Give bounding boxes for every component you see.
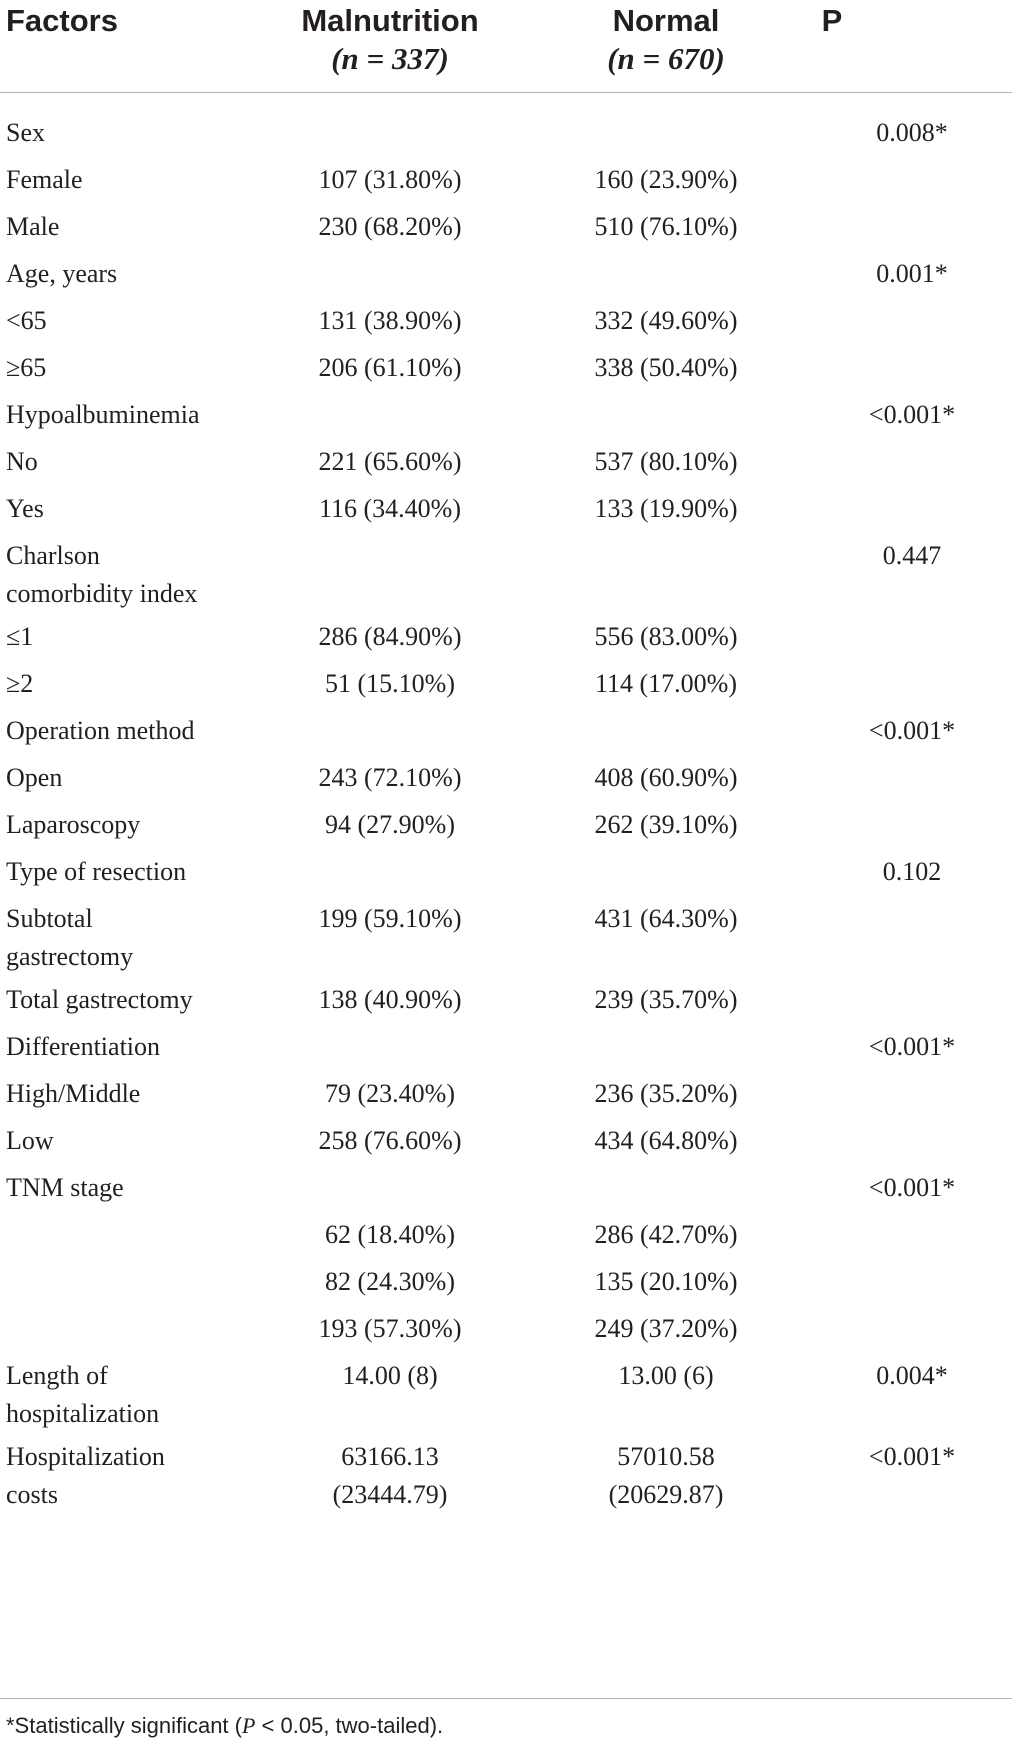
malnutrition-cell (260, 618, 520, 656)
malnutrition-cell (260, 759, 520, 797)
normal-cell-line-2: (20629.87) (608, 1480, 724, 1509)
normal-cell-line: 537 (80.10%) (594, 447, 738, 476)
malnutrition-cell (260, 1263, 520, 1301)
normal-cell-line: 510 (76.10%) (594, 212, 738, 241)
footnote-p-symbol: P (241, 1713, 256, 1738)
factor-cell (6, 1122, 266, 1160)
header-normal-n: (n = 670) (607, 41, 725, 76)
factor-cell (6, 537, 266, 613)
normal-cell (536, 1357, 796, 1395)
factor-cell (6, 1075, 266, 1113)
malnutrition-cell (260, 1310, 520, 1348)
normal-cell-line: 262 (39.10%) (594, 810, 738, 839)
malnutrition-cell-line: 206 (61.10%) (318, 353, 462, 382)
factor-cell-line: <65 (6, 306, 47, 335)
factor-cell-line: Hospitalization (6, 1442, 165, 1471)
footnote-prefix: *Statistically significant ( (6, 1713, 242, 1738)
normal-cell (536, 1310, 796, 1348)
factor-cell-line: Male (6, 212, 60, 241)
p-value-cell (822, 712, 1002, 750)
normal-cell-line: 338 (50.40%) (594, 353, 738, 382)
factor-cell-line: Age, years (6, 259, 118, 288)
factor-cell (6, 302, 266, 340)
malnutrition-cell (260, 806, 520, 844)
normal-cell-line: 332 (49.60%) (594, 306, 738, 335)
factor-cell-line: TNM stage (6, 1173, 124, 1202)
factor-cell-line: Charlson (6, 541, 100, 570)
header-factors: Factors (6, 3, 118, 38)
factor-cell-line: Sex (6, 118, 45, 147)
factor-cell (6, 665, 266, 703)
malnutrition-cell-line: 243 (72.10%) (318, 763, 462, 792)
malnutrition-cell-line: 199 (59.10%) (318, 904, 462, 933)
factor-cell (6, 161, 266, 199)
malnutrition-cell (260, 490, 520, 528)
normal-cell-line: 13.00 (6) (618, 1361, 714, 1390)
malnutrition-cell (260, 665, 520, 703)
normal-cell (536, 1075, 796, 1113)
header-rule (0, 92, 1012, 93)
normal-cell (536, 806, 796, 844)
malnutrition-cell-line: 107 (31.80%) (318, 165, 462, 194)
p-value-cell (822, 396, 1002, 434)
factor-cell-line: Laparoscopy (6, 810, 141, 839)
p-value-cell-line: 0.447 (882, 541, 942, 570)
factor-cell-line: Female (6, 165, 83, 194)
malnutrition-cell (260, 302, 520, 340)
p-value-cell-line: <0.001* (868, 1442, 956, 1471)
p-value-cell (822, 1357, 1002, 1395)
normal-cell (536, 900, 796, 938)
factor-cell (6, 114, 266, 152)
factor-cell (6, 806, 266, 844)
header-normal (516, 2, 816, 78)
factor-cell-line: Differentiation (6, 1032, 161, 1061)
factor-cell-line-2: gastrectomy (6, 942, 134, 971)
malnutrition-cell (260, 1216, 520, 1254)
normal-cell-line: 114 (17.00%) (594, 669, 737, 698)
normal-cell-line: 431 (64.30%) (594, 904, 738, 933)
normal-cell-line: 57010.58 (617, 1442, 715, 1471)
factor-cell (6, 1028, 266, 1066)
normal-cell (536, 759, 796, 797)
normal-cell (536, 443, 796, 481)
normal-cell (536, 1122, 796, 1160)
factor-cell (6, 349, 266, 387)
normal-cell-line: 286 (42.70%) (594, 1220, 738, 1249)
malnutrition-cell-line: 116 (34.40%) (318, 494, 461, 523)
factor-cell (6, 618, 266, 656)
p-value-cell-line: 0.004* (876, 1361, 948, 1390)
normal-cell (536, 665, 796, 703)
normal-cell (536, 302, 796, 340)
factor-cell-line: Type of resection (6, 857, 187, 886)
malnutrition-cell (260, 1075, 520, 1113)
factor-cell (6, 396, 266, 434)
footer-rule (0, 1698, 1012, 1699)
normal-cell (536, 161, 796, 199)
normal-cell-line: 249 (37.20%) (594, 1314, 738, 1343)
p-value-cell-line: 0.102 (882, 857, 942, 886)
factor-cell (6, 759, 266, 797)
malnutrition-cell-line: 131 (38.90%) (318, 306, 462, 335)
factor-cell-line: Yes (6, 494, 44, 523)
normal-cell (536, 208, 796, 246)
header-malnutrition (240, 2, 540, 78)
factor-cell (6, 981, 266, 1019)
malnutrition-cell (260, 208, 520, 246)
malnutrition-cell-line: 258 (76.60%) (318, 1126, 462, 1155)
factor-cell-line: Open (6, 763, 63, 792)
malnutrition-cell-line: 51 (15.10%) (325, 669, 455, 698)
factor-cell (6, 1357, 266, 1433)
factor-cell (6, 255, 266, 293)
normal-cell-line: 239 (35.70%) (594, 985, 738, 1014)
p-value-cell (822, 255, 1002, 293)
malnutrition-cell-line: 221 (65.60%) (318, 447, 462, 476)
factor-cell-line: Hypoalbuminemia (6, 400, 200, 429)
malnutrition-cell (260, 443, 520, 481)
factor-cell (6, 443, 266, 481)
malnutrition-cell-line: 63166.13 (341, 1442, 439, 1471)
factor-cell (6, 1169, 266, 1207)
malnutrition-cell (260, 161, 520, 199)
malnutrition-cell-line: 82 (24.30%) (325, 1267, 455, 1296)
normal-cell-line: 408 (60.90%) (594, 763, 738, 792)
p-value-cell (822, 853, 1002, 891)
normal-cell-line: 556 (83.00%) (594, 622, 738, 651)
header-p: P (821, 3, 843, 38)
factor-cell-line: High/Middle (6, 1079, 141, 1108)
factor-cell-line: ≥2 (6, 669, 34, 698)
factor-cell (6, 900, 266, 976)
normal-cell-line: 160 (23.90%) (594, 165, 738, 194)
normal-cell-line: 135 (20.10%) (594, 1267, 738, 1296)
malnutrition-cell-line: 62 (18.40%) (325, 1220, 455, 1249)
p-value-cell-line: 0.008* (876, 118, 948, 147)
factor-cell-line-2: comorbidity index (6, 579, 198, 608)
p-value-cell (822, 1438, 1002, 1476)
malnutrition-cell-line: 286 (84.90%) (318, 622, 462, 651)
header-malnutrition-n: (n = 337) (331, 41, 449, 76)
footnote (6, 1712, 443, 1740)
factor-cell-line-2: hospitalization (6, 1399, 160, 1428)
normal-cell (536, 618, 796, 656)
factor-cell (6, 490, 266, 528)
header-malnutrition-label: Malnutrition (301, 3, 479, 38)
p-value-cell (822, 114, 1002, 152)
normal-cell-line: 434 (64.80%) (594, 1126, 738, 1155)
malnutrition-cell-line: 14.00 (8) (342, 1361, 438, 1390)
factor-cell-line: Total gastrectomy (6, 985, 193, 1014)
p-value-cell-line: <0.001* (868, 400, 956, 429)
malnutrition-cell (260, 349, 520, 387)
malnutrition-cell-line: 230 (68.20%) (318, 212, 462, 241)
factor-cell (6, 712, 266, 750)
normal-cell (536, 1263, 796, 1301)
factor-cell-line: Subtotal (6, 904, 93, 933)
malnutrition-cell-line: 94 (27.90%) (325, 810, 455, 839)
p-value-cell-line: 0.001* (876, 259, 948, 288)
factor-cell-line: No (6, 447, 38, 476)
malnutrition-cell-line-2: (23444.79) (332, 1480, 448, 1509)
header-normal-label: Normal (612, 3, 720, 38)
normal-cell (536, 981, 796, 1019)
malnutrition-cell (260, 1438, 520, 1514)
footnote-suffix: < 0.05, two-tailed). (255, 1713, 444, 1738)
normal-cell (536, 349, 796, 387)
malnutrition-cell-line: 79 (23.40%) (325, 1079, 455, 1108)
malnutrition-cell-line: 138 (40.90%) (318, 985, 462, 1014)
table-header (0, 0, 1017, 102)
p-value-cell-line: <0.001* (868, 1032, 956, 1061)
malnutrition-cell (260, 981, 520, 1019)
factor-cell (6, 208, 266, 246)
malnutrition-cell-line: 193 (57.30%) (318, 1314, 462, 1343)
factor-cell-line: ≥65 (6, 353, 47, 382)
normal-cell (536, 490, 796, 528)
p-value-cell (822, 1169, 1002, 1207)
factor-cell-line: Length of (6, 1361, 108, 1390)
factor-cell (6, 853, 266, 891)
factor-cell-line: ≤1 (6, 622, 34, 651)
factor-cell-line: Low (6, 1126, 54, 1155)
p-value-cell (822, 1028, 1002, 1066)
factor-cell-line-2: costs (6, 1480, 58, 1509)
factor-cell-line: Operation method (6, 716, 195, 745)
malnutrition-cell (260, 1357, 520, 1395)
p-value-cell-line: <0.001* (868, 1173, 956, 1202)
normal-cell (536, 1438, 796, 1514)
normal-cell-line: 133 (19.90%) (594, 494, 738, 523)
malnutrition-cell (260, 900, 520, 938)
normal-cell (536, 1216, 796, 1254)
factor-cell (6, 1438, 266, 1514)
malnutrition-cell (260, 1122, 520, 1160)
normal-cell-line: 236 (35.20%) (594, 1079, 738, 1108)
p-value-cell (822, 537, 1002, 575)
p-value-cell-line: <0.001* (868, 716, 956, 745)
